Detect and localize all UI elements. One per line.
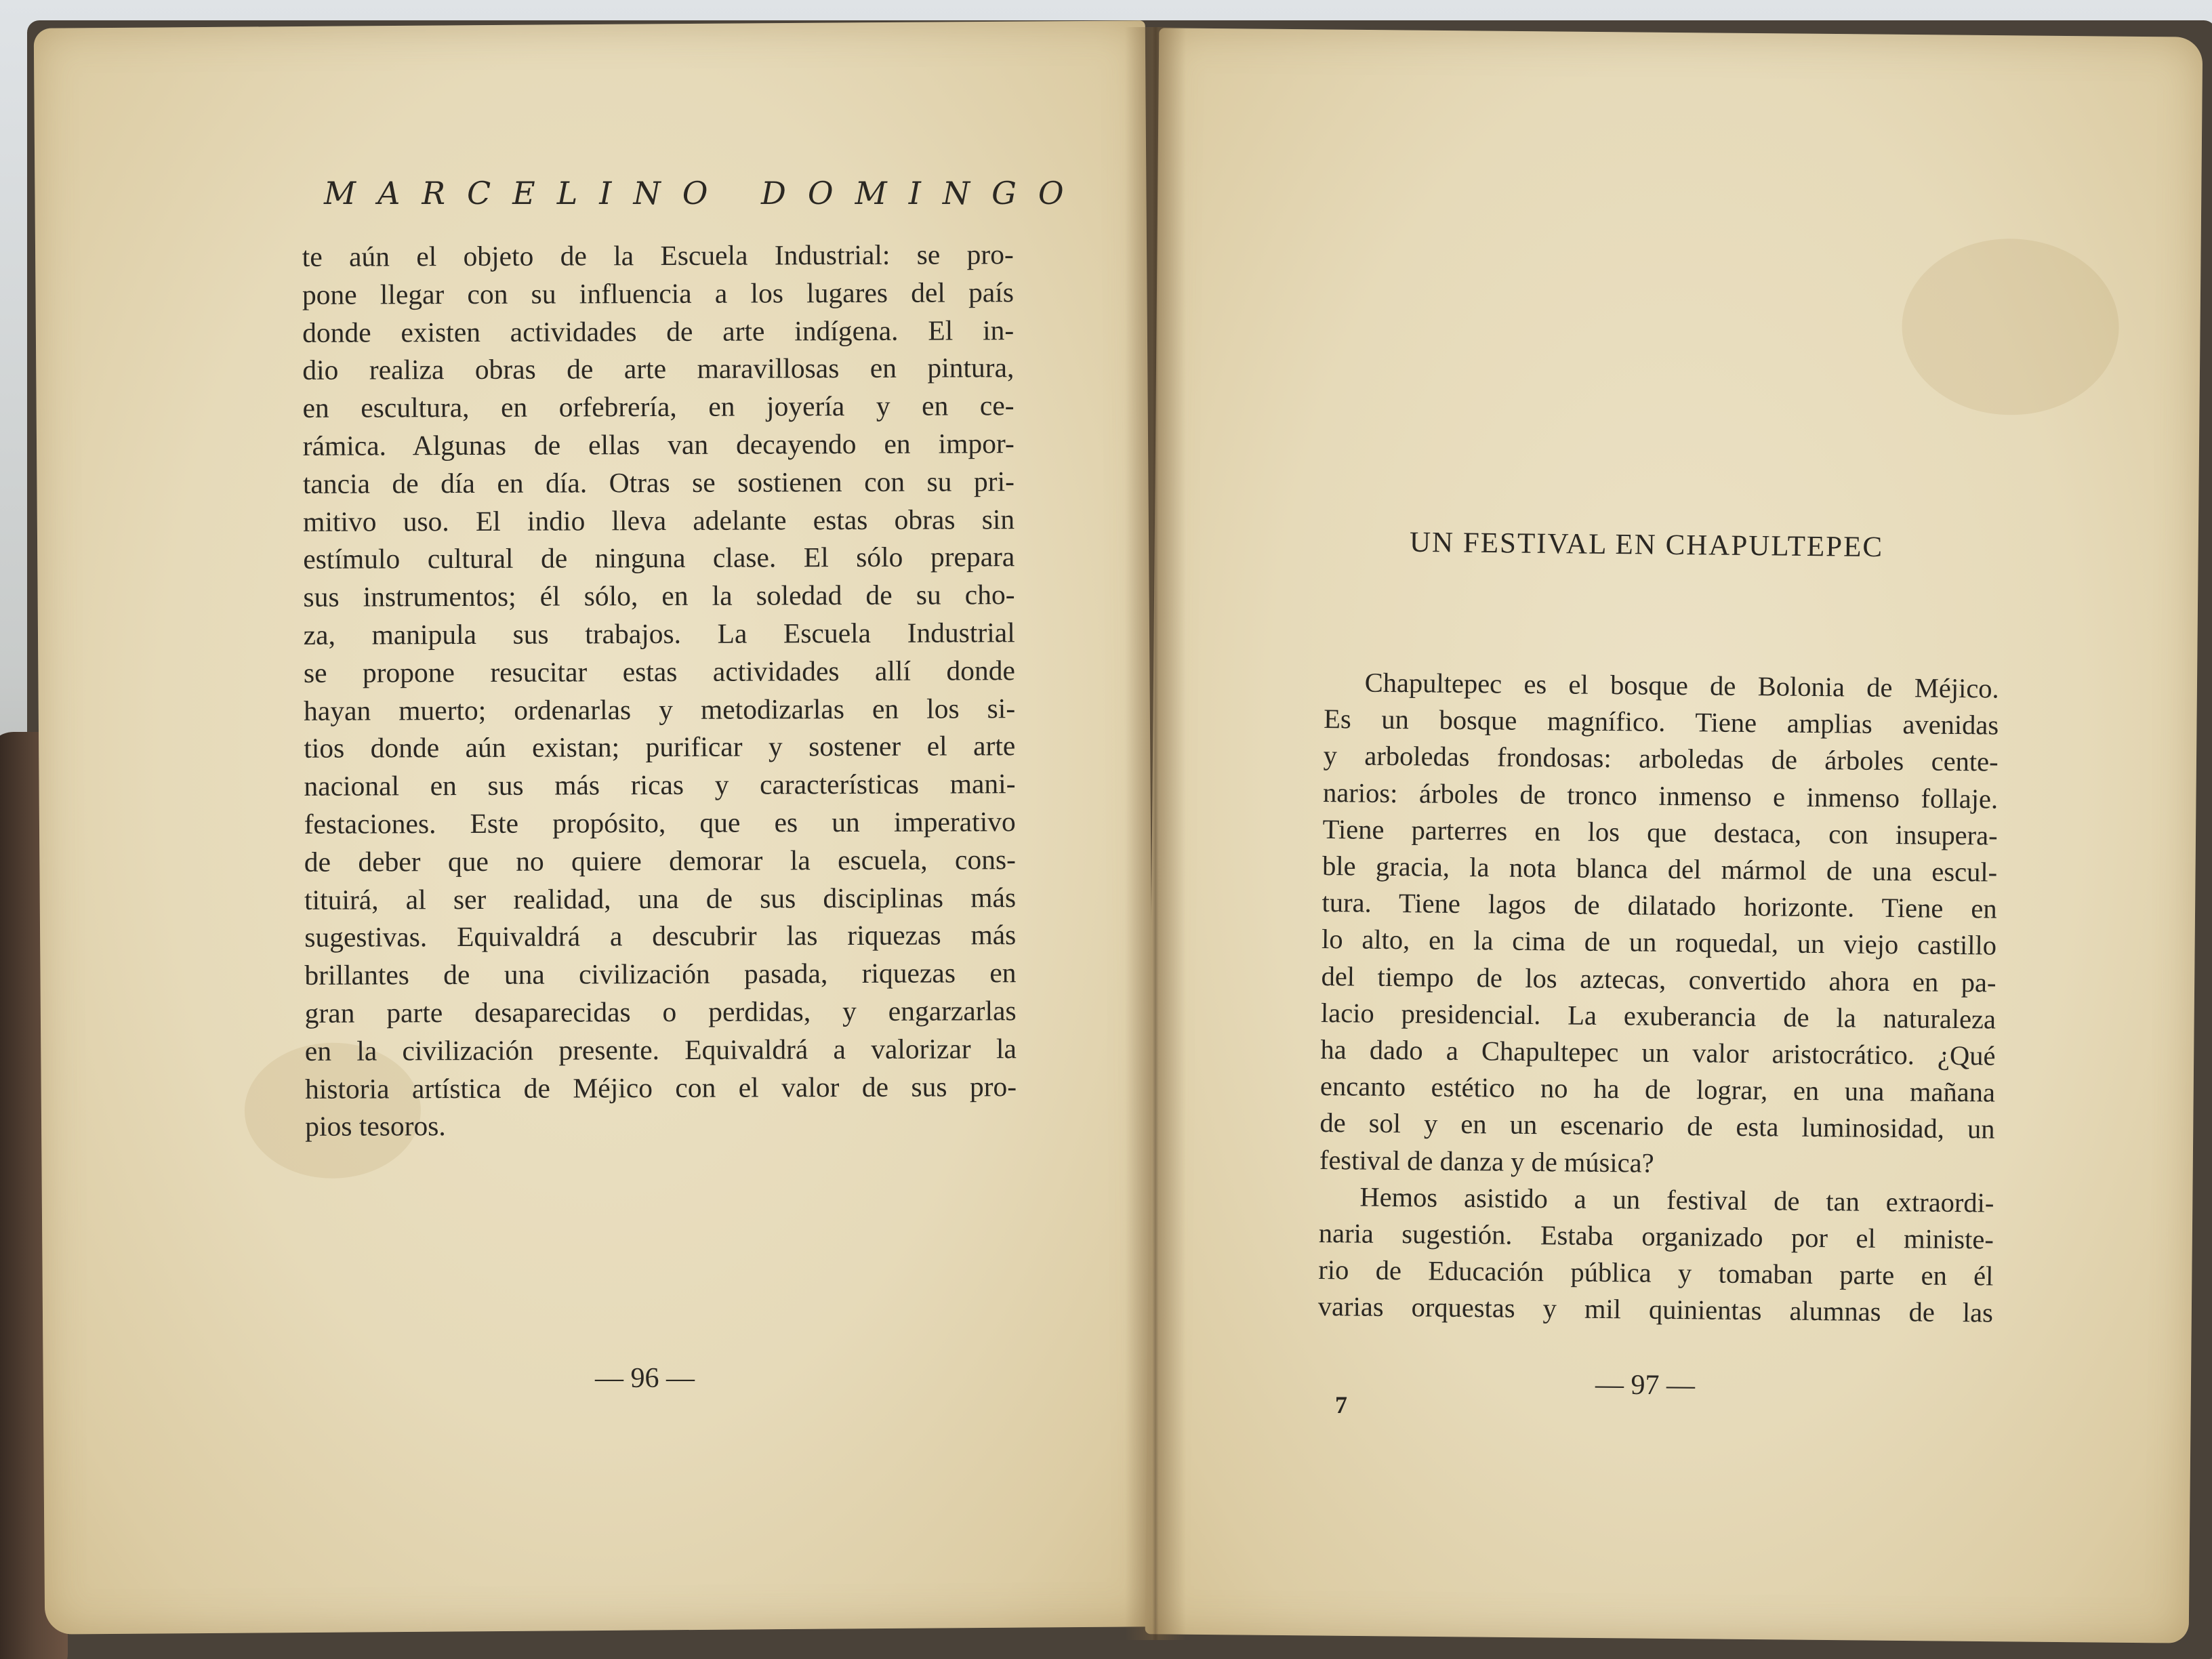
text-line: naria sugestión. Estaba organizado por el ministe- (1318, 1218, 1994, 1255)
page-number-left: — 96 — (595, 1363, 695, 1394)
page-number-right: — 97 — (1595, 1369, 1696, 1401)
book-gutter (1125, 27, 1186, 1640)
paper-stain (1901, 238, 2119, 416)
text-line: te aún el objeto de la Escuela Industrial: se pro- (302, 239, 1014, 272)
text-line: Hemos asistido a un festival de tan extraordi- (1359, 1181, 1994, 1218)
text-line: de sol y en un escenario de esta luminosidad, un (1319, 1107, 1995, 1145)
text-line: lacio presidencial. La exuberancia de la naturaleza (1320, 997, 1996, 1035)
text-line: tura. Tiene lagos de dilatado horizonte. Tiene en (1322, 887, 1997, 924)
text-line: nacional en sus más ricas y características mani- (304, 768, 1016, 802)
text-line: sus instrumentos; él sólo, en la soledad de su cho- (303, 579, 1015, 613)
text-line: Chapultepec es el bosque de Bolonia de Méjico. (1364, 667, 1999, 704)
text-line: tituirá, al ser realidad, una de sus disciplinas más (304, 881, 1017, 916)
text-line: varias orquestas y mil quinientas alumnas de las (1317, 1291, 1994, 1328)
text-line: encanto estético no ha de lograr, en una mañana (1319, 1071, 1996, 1108)
text-line: pone llegar con su influencia a los lugares del país (302, 276, 1015, 310)
text-line: donde existen actividades de arte indígena. El in- (302, 314, 1015, 348)
text-line: estímulo cultural de ninguna clase. El sólo prepara (303, 541, 1015, 575)
text-line: tancia de día en día. Otras se sostienen con su pri- (302, 465, 1015, 499)
text-line: ha dado a Chapultepec un valor aristocrático. ¿Qué (1320, 1034, 1996, 1071)
left-body-text (302, 236, 1017, 1146)
text-line: za, manipula sus trabajos. La Escuela Industrial (303, 617, 1015, 651)
text-line: en escultura, en orfebrería, en joyería y en ce- (302, 390, 1015, 424)
text-line: tios donde aún existan; purificar y sostener el arte (304, 730, 1016, 764)
text-line: y arboledas frondosas: arboledas de árboles cente- (1323, 740, 1999, 777)
text-line: historia artística de Méjico con el valor de sus pro- (304, 1070, 1017, 1105)
text-line: se propone resucitar estas actividades allí donde (303, 654, 1015, 689)
text-line: Es un bosque magnífico. Tiene amplias avenidas (1324, 703, 1999, 741)
text-line: brillantes de una civilización pasada, riquezas en (304, 957, 1017, 991)
text-line: ble gracia, la nota blanca del mármol de una escul- (1322, 851, 1998, 888)
text-line: gran parte desaparecidas o perdidas, y engarzarlas (304, 995, 1017, 1029)
text-line: rio de Educación pública y tomaban parte en él (1318, 1254, 1994, 1292)
text-line: hayan muerto; ordenarlas y metodizarlas en los si- (304, 692, 1016, 726)
text-line: sugestivas. Equivaldrá a descubrir las riquezas más (304, 919, 1017, 954)
text-line: rámica. Algunas de ellas van decayendo en impor- (302, 428, 1015, 462)
text-line: pios tesoros. (305, 1110, 446, 1143)
text-line: narios: árboles de tronco inmenso e inmenso follaje. (1322, 777, 1999, 815)
text-line: dio realiza obras de arte maravillosas en pintura, (302, 352, 1015, 386)
text-line: festival de danza y de música? (1319, 1144, 1654, 1179)
text-line: de deber que no quiere demorar la escuela, cons- (304, 843, 1016, 878)
signature-mark: 7 (1335, 1391, 1347, 1418)
text-line: lo alto, en la cima de un roquedal, un viejo castillo (1321, 924, 1997, 961)
chapter-title: UN FESTIVAL EN CHAPULTEPEC (1409, 526, 1884, 564)
text-line: del tiempo de los aztecas, convertido ahora en pa- (1321, 960, 1996, 998)
text-line: festaciones. Este propósito, que es un imperativo (304, 806, 1016, 840)
text-line: Tiene parterres en los que destaca, con insupera- (1322, 813, 1998, 851)
running-head: MARCELINO DOMINGO (324, 175, 1086, 211)
right-body-text (1318, 664, 1999, 1332)
text-line: mitivo uso. El indio lleva adelante estas obras sin (303, 503, 1015, 537)
text-line: en la civilización presente. Equivaldrá a valorizar la (304, 1032, 1017, 1067)
